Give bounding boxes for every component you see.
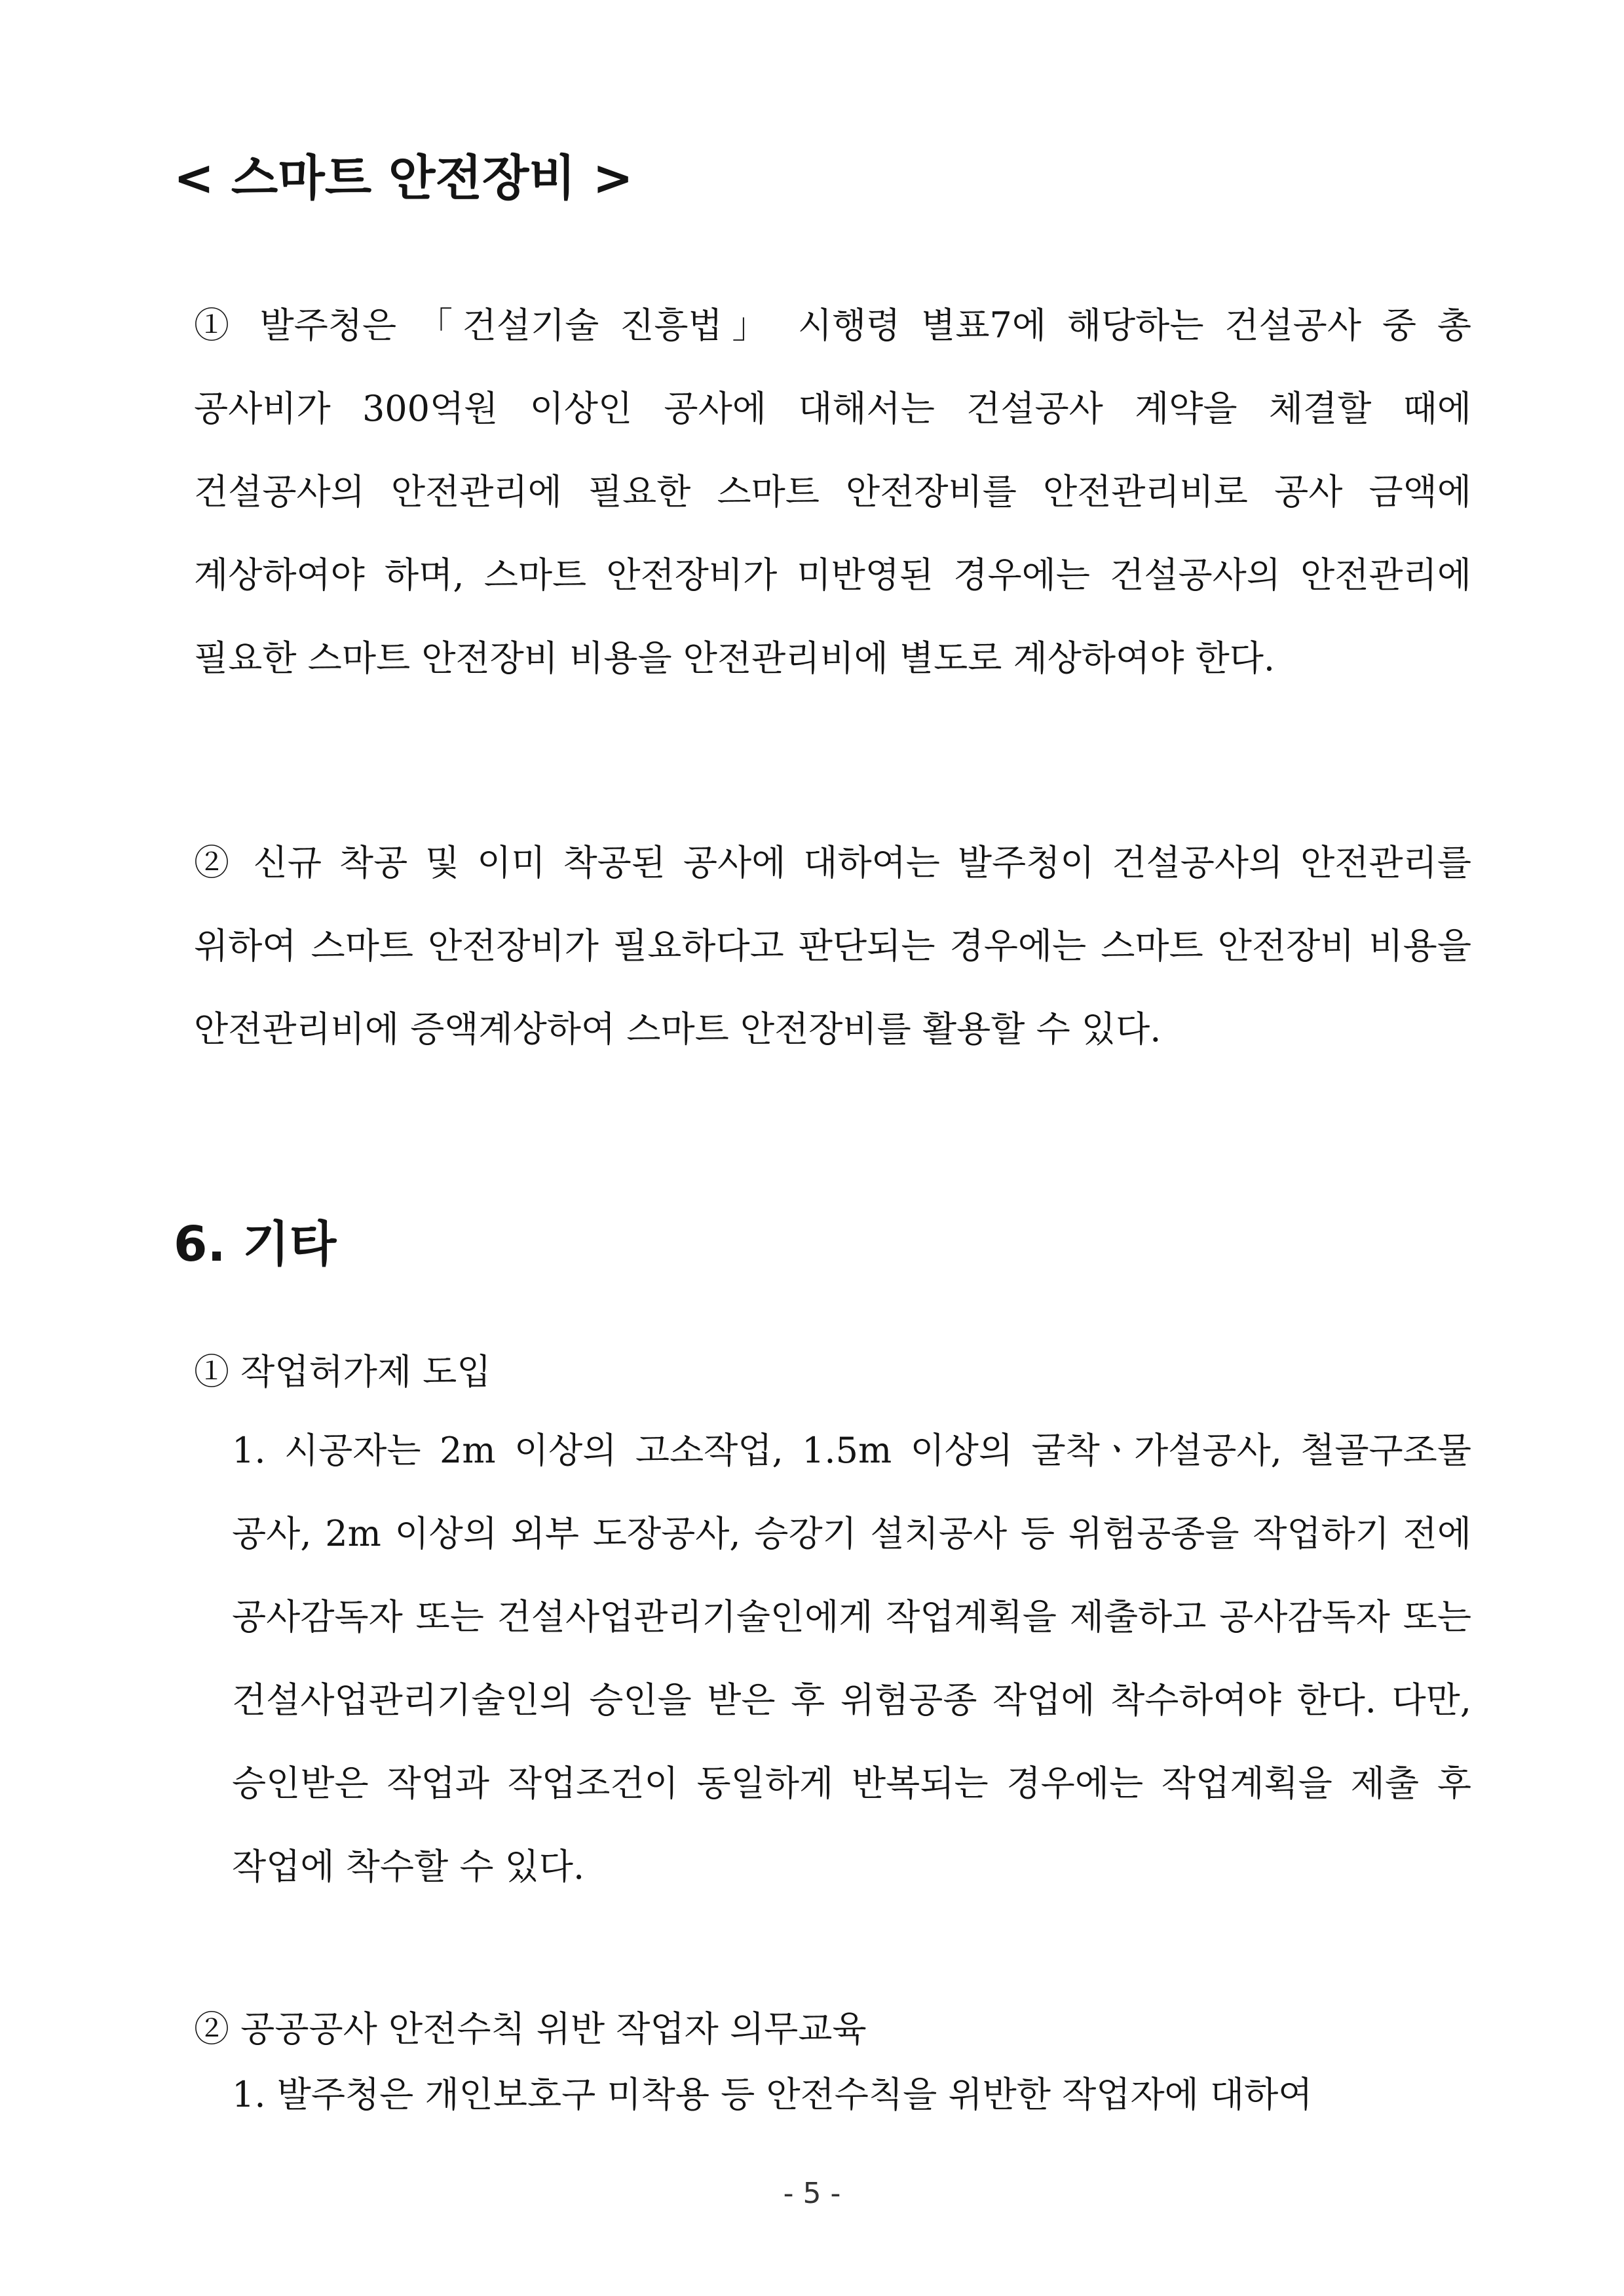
safety-violation-education-heading: ② 공공공사 안전수칙 위반 작업자 의무교육 bbox=[194, 2008, 867, 2050]
smart-safety-paragraph-1: ① 발주청은 「건설기술 진흥법」 시행령 별표7에 해당하는 건설공사 중 총 공사비가 300억원 이상인 공사에 대해서는 건설공사 계약을 체결할 때에 건설공사의 안전관리에 필요한 스마트 안전장비를 안전관리비로 공사 금액에 계상하여야 하며, 스마트 안전장비가 미반영된 경우에는 건설공사의 안전관리에 필요한 스마트 안전장비 비용을 안전관리비에 별도로 계상하여야 한다. bbox=[194, 305, 1471, 679]
smart-safety-paragraph-2: ② 신규 착공 및 이미 착공된 공사에 대하여는 발주청이 건설공사의 안전관리를 위하여 스마트 안전장비가 필요하다고 판단되는 경우에는 스마트 안전장비 비용을 안전관리비에 증액계상하여 스마트 안전장비를 활용할 수 있다. bbox=[194, 842, 1471, 1050]
page-number: - 5 - bbox=[783, 2177, 841, 2210]
work-permit-heading: ① 작업허가제 도입 bbox=[194, 1351, 491, 1392]
safety-violation-education-item-1: 1. 발주청은 개인보호구 미착용 등 안전수칙을 위반한 작업자에 대하여 bbox=[232, 2074, 1313, 2115]
work-permit-item-1: 1. 시공자는 2m 이상의 고소작업, 1.5m 이상의 굴착ㆍ가설공사, 철골구조물 공사, 2m 이상의 외부 도장공사, 승강기 설치공사 등 위험공종을 작업하기 전에 공사감독자 또는 건설사업관리기술인에게 작업계획을 제출하고 공사감독자 또는 건설사업관리기술인의 승인을 받은 후 위험공종 작업에 착수하여야 한다. 다만, 승인받은 작업과 작업조건이 동일하게 반복되는 경우에는 작업계획을 제출 후 작업에 착수할 수 있다. bbox=[232, 1430, 1471, 1887]
smart-safety-equipment-heading: < 스마트 안전장비 > bbox=[174, 150, 633, 206]
other-section-heading: 6. 기타 bbox=[174, 1216, 337, 1272]
